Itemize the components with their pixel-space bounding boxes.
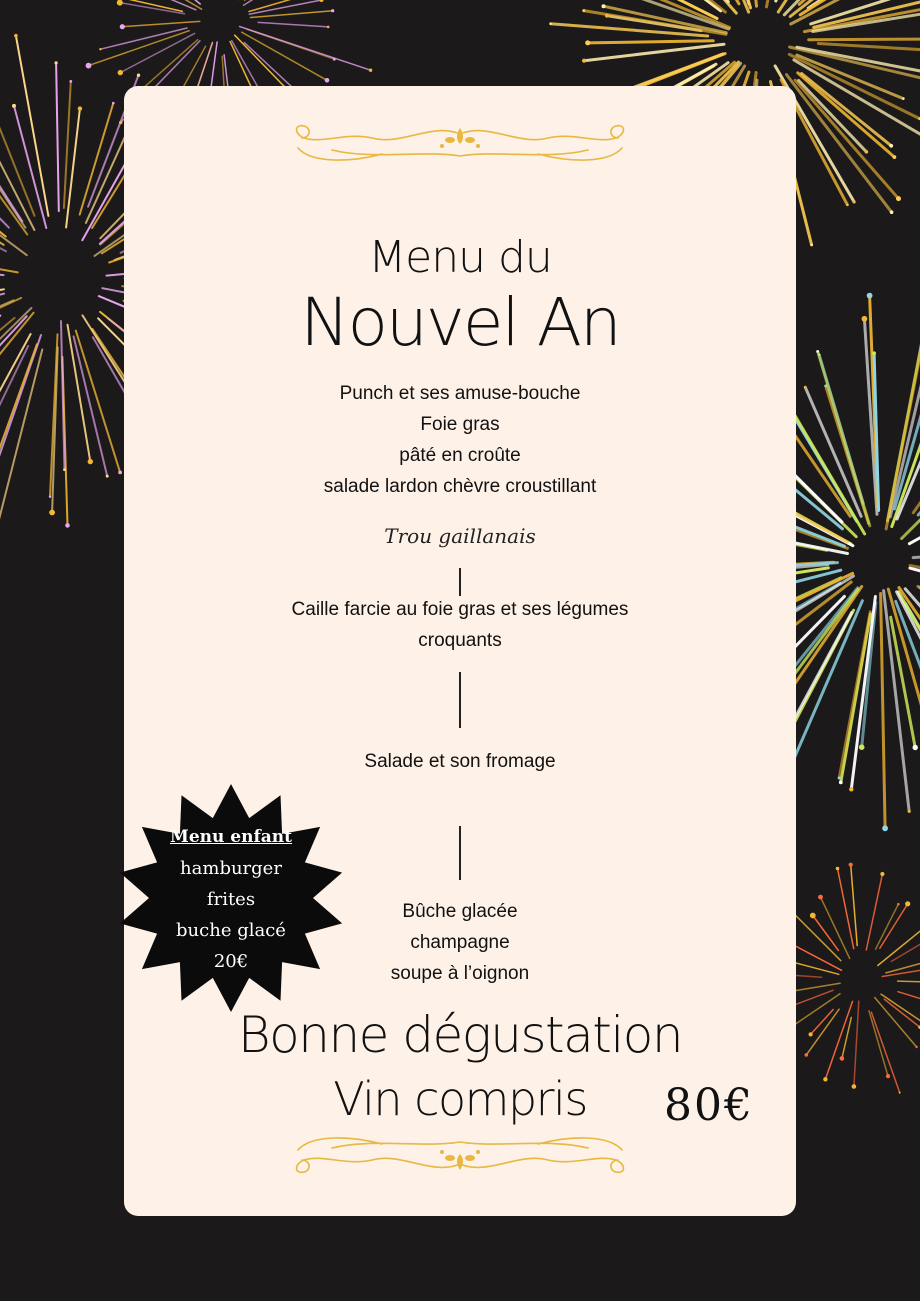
main-course [124,594,796,656]
kids-menu-content [116,822,346,977]
cheese-course [124,746,796,777]
cheese-item: Salade et son fromage [364,751,556,772]
starters-list [124,378,796,502]
closing-text: Bonne dégustation [237,1006,683,1064]
main-course-line: Caille farcie au foie gras et ses légumes [291,599,629,620]
menu-price: 80€ [664,1080,754,1131]
divider-line [459,568,461,596]
menu-card [124,86,796,1216]
menu-title-line1: Menu du [368,232,552,283]
starter-item: Foie gras [420,414,500,435]
starter-item: salade lardon chèvre croustillant [323,476,597,497]
wine-included-text: Vin compris [333,1072,587,1126]
kids-menu-item: frites [206,889,256,910]
dessert-item: soupe à l’oignon [390,963,530,984]
dessert-item: Bûche glacée [402,901,518,922]
bottom-ornament [292,1130,628,1174]
divider-line [459,672,461,728]
menu-title-line2: Nouvel An [300,284,620,361]
trou-label: Trou gaillanais [384,524,536,548]
starter-item: pâté en croûte [399,445,521,466]
starter-item: Punch et ses amuse-bouche [339,383,581,404]
kids-menu-item: hamburger [180,858,282,879]
kids-menu-badge [116,774,346,1022]
divider-line [459,826,461,880]
top-ornament [292,124,628,168]
kids-menu-price: 20€ [213,951,249,972]
kids-menu-item: buche glacé [176,920,286,941]
main-course-line: croquants [418,630,502,651]
dessert-item: champagne [410,932,510,953]
kids-menu-title: Menu enfant [170,827,292,847]
